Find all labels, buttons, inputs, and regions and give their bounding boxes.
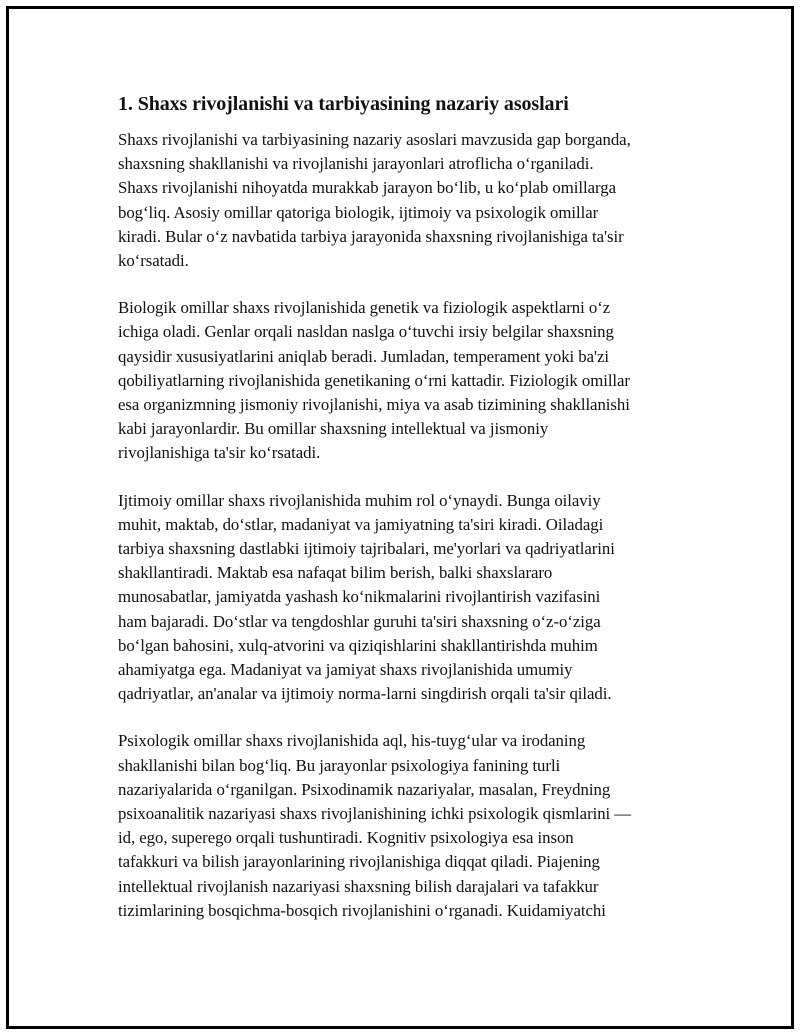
paragraph-line: qobiliyatlarning rivojlanishida genetikaning o‘rni kattadir. Fiziologik omillar (118, 370, 630, 390)
paragraph-line: bo‘lgan bahosini, xulq-atvorini va qiziqishlarini shakllantirishda muhim (118, 635, 598, 655)
paragraph-social (118, 489, 688, 707)
document-body (118, 90, 688, 946)
paragraph-line: shakllanishi bilan bog‘liq. Bu jarayonlar psixologiya fanining turli (118, 755, 561, 775)
paragraph-line: tarbiya shaxsning dastlabki ijtimoiy tajribalari, me'yorlari va qadriyatlarini (118, 539, 615, 559)
paragraph-line: Ijtimoiy omillar shaxs rivojlanishida muhim rol o‘ynaydi. Bunga oilaviy (118, 490, 601, 510)
paragraph-intro (118, 128, 688, 273)
paragraph-line: id, ego, superego orqali tushuntiradi. Kognitiv psixologiya esa inson (118, 828, 574, 848)
paragraph-line: ko‘rsatadi. (118, 251, 189, 271)
paragraph-line: muhit, maktab, do‘stlar, madaniyat va jamiyatning ta'siri kiradi. Oiladagi (118, 514, 604, 534)
paragraph-line: shakllantiradi. Maktab esa nafaqat bilim berish, balki shaxslararo (118, 563, 553, 583)
paragraph-biological (118, 296, 688, 465)
paragraph-line: psixoanalitik nazariyasi shaxs rivojlanishining ichki psixologik qismlarini — (118, 804, 632, 824)
paragraph-line: qaysidir xususiyatlarini aniqlab beradi. Jumladan, temperament yoki ba'zi (118, 346, 610, 366)
paragraph-line: Shaxs rivojlanishi nihoyatda murakkab jarayon bo‘lib, u ko‘plab omillarga (118, 178, 616, 198)
paragraph-line: bog‘liq. Asosiy omillar qatoriga biologik, ijtimoiy va psixologik omillar (118, 202, 599, 222)
section-title: 1. Shaxs rivojlanishi va tarbiyasining nazariy asoslari (118, 93, 569, 115)
paragraph-line: nazariyalarida o‘rganilgan. Psixodinamik nazariyalar, masalan, Freydning (118, 779, 611, 799)
paragraph-line: rivojlanishiga ta'sir ko‘rsatadi. (118, 443, 321, 463)
paragraph-line: qadriyatlar, an'analar va ijtimoiy norma-larni singdirish orqali ta'sir qiladi. (118, 684, 612, 704)
paragraph-line: Shaxs rivojlanishi va tarbiyasining nazariy asoslari mavzusida gap borganda, (118, 130, 631, 149)
paragraph-line: Biologik omillar shaxs rivojlanishida genetik va fiziologik aspektlarni o‘z (118, 298, 611, 318)
paragraph-line: Psixologik omillar shaxs rivojlanishida aql, his-tuyg‘ular va irodaning (118, 731, 586, 751)
paragraph-line: ham bajaradi. Do‘stlar va tengdoshlar guruhi ta'siri shaxsning o‘z-o‘ziga (118, 611, 601, 631)
paragraph-line: intellektual rivojlanish nazariyasi shaxsning bilish darajalari va tafakkur (118, 876, 599, 896)
paragraph-line: esa organizmning jismoniy rivojlanishi, miya va asab tizimining shakllanishi (118, 395, 630, 415)
paragraph-line: shaxsning shakllanishi va rivojlanishi jarayonlari atroflicha o‘rganiladi. (118, 154, 594, 174)
paragraph-line: tizimlarining bosqichma-bosqich rivojlanishini o‘rganadi. Kuidamiyatchi (118, 900, 606, 920)
paragraph-line: kabi jarayonlardir. Bu omillar shaxsning intellektual va jismoniy (118, 419, 549, 439)
paragraph-line: tafakkuri va bilish jarayonlarining rivojlanishiga diqqat qiladi. Piajening (118, 852, 600, 872)
paragraph-line: ichiga oladi. Genlar orqali nasldan naslga o‘tuvchi irsiy belgilar shaxsning (118, 322, 614, 342)
paragraph-line: ahamiyatga ega. Madaniyat va jamiyat shaxs rivojlanishida umumiy (118, 660, 573, 680)
paragraph-line: munosabatlar, jamiyatda yashash ko‘nikmalarini rivojlantirish vazifasini (118, 587, 601, 607)
paragraph-psychological (118, 729, 688, 923)
paragraph-line: kiradi. Bular o‘z navbatida tarbiya jarayonida shaxsning rivojlanishiga ta'sir (118, 226, 624, 246)
